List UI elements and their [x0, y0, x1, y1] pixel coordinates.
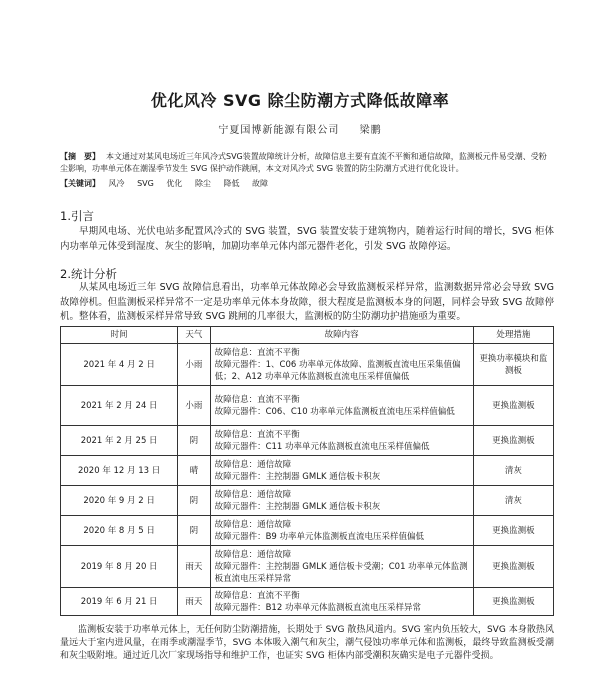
cell-weather: 小雨	[178, 344, 210, 386]
table-row	[61, 386, 554, 426]
section-body-intro: 早期风电场、光伏电站多配置风冷式的 SVG 装置，SVG 装置安装于建筑物内，随着运行时间的增长，SVG 柜体内功率单元体受到湿度、灰尘的影响，加剧功率单元体内部元器件老化，引发 SVG 故障停运。	[60, 226, 554, 252]
keyword: SVG	[137, 179, 154, 188]
fault-info: 故障信息：通信故障	[214, 489, 292, 500]
fault-parts: 故障元器件：1、C06 功率单元体故障、监测板直流电压采集值偏低；2、A12 功率单元体监测板直流电压采样值偏低	[214, 359, 461, 382]
table-row	[61, 516, 554, 546]
cell-content	[210, 386, 473, 426]
keyword: 除尘	[194, 179, 211, 188]
fault-info: 故障信息：通信故障	[214, 519, 292, 530]
cell-weather: 晴	[178, 456, 210, 486]
header-action: 处理措施	[473, 327, 553, 344]
section-body-stats: 从某风电场近三年 SVG 故障信息看出，功率单元体故障必会导致监测板采样异常，监测数据异常必会导致 SVG 故障停机。但监测板采样异常不一定是功率单元体本身故障，很大程度是监测板本身的问题，同样会导致 SVG 故障停机。整体看，监测板采样异常导致 SVG 跳闸的几率很大，监测板的防尘防潮功护措施亟为重要。	[60, 282, 554, 322]
header-content: 故障内容	[210, 327, 473, 344]
keyword: 故障	[252, 179, 269, 188]
cell-action: 更换监测板	[473, 386, 553, 426]
fault-info: 故障信息：直流不平衡	[214, 347, 300, 358]
table-header-row	[61, 327, 554, 344]
cell-weather: 阴	[178, 516, 210, 546]
abstract-label: 【摘 要】	[60, 152, 100, 161]
cell-date: 2021 年 2 月 25 日	[61, 426, 178, 456]
fault-parts: 故障元器件：主控制器 GMLK 通信板卡积灰	[214, 471, 381, 482]
cell-content	[210, 344, 473, 386]
header-weather: 天气	[178, 327, 210, 344]
cell-content	[210, 546, 473, 588]
table-row	[61, 426, 554, 456]
cell-action: 更换监测板	[473, 516, 553, 546]
cell-weather: 小雨	[178, 386, 210, 426]
cell-action: 更换监测板	[473, 546, 553, 588]
keywords-label: 【关键词】	[60, 179, 100, 188]
closing-paragraph: 监测板安装于功率单元体上，无任何防尘防潮措施，长期处于 SVG 散热风道内。SVG 室内负压较大，SVG 本身散热风量远大于室内进风量，在雨季或潮湿季节，SVG 本体吸入潮气和灰尘，潮气侵蚀功率单元体和监测板，最终导致监测板受潮和灰尘吸附堆。通过近几次厂家现场指导和维护工作，也证实 SVG 柜体内部受潮积灰确实是电子元器件受损。	[60, 625, 554, 661]
cell-date: 2020 年 12 月 13 日	[61, 456, 178, 486]
cell-action: 清灰	[473, 456, 553, 486]
keyword: 优化	[166, 179, 183, 188]
author-name: 梁鹏	[359, 125, 382, 136]
cell-date: 2019 年 8 月 20 日	[61, 546, 178, 588]
fault-parts: 故障元器件：C11 功率单元体监测板直流电压采样值偏低	[214, 441, 430, 452]
author-org: 宁夏国博新能源有限公司	[218, 125, 340, 136]
cell-weather: 阴	[178, 426, 210, 456]
cell-date: 2020 年 8 月 5 日	[61, 516, 178, 546]
table-row	[61, 344, 554, 386]
fault-parts: 故障元器件：B12 功率单元体监测板直流电压采样异常	[214, 602, 421, 613]
abstract	[60, 151, 554, 175]
table-row	[61, 486, 554, 516]
keyword: 降低	[223, 179, 240, 188]
cell-action: 更换功率模块和监测板	[473, 344, 553, 386]
fault-parts: 故障元器件：主控制器 GMLK 通信板卡受潮；C01 功率单元体监测板直流电压采样异常	[214, 561, 468, 584]
fault-info: 故障信息：通信故障	[214, 549, 292, 560]
keywords	[60, 178, 554, 189]
cell-content	[210, 426, 473, 456]
fault-info: 故障信息：通信故障	[214, 459, 292, 470]
keyword: 风冷	[108, 179, 125, 188]
fault-parts: 故障元器件：主控制器 GMLK 通信板卡积灰	[214, 501, 381, 512]
cell-weather: 雨天	[178, 546, 210, 588]
fault-table	[60, 326, 554, 616]
fault-info: 故障信息：直流不平衡	[214, 394, 300, 405]
cell-content	[210, 588, 473, 616]
cell-date: 2020 年 9 月 2 日	[61, 486, 178, 516]
section-heading-stats: 2.统计分析	[60, 267, 117, 281]
cell-date: 2021 年 4 月 2 日	[61, 344, 178, 386]
table-row	[61, 456, 554, 486]
cell-content	[210, 456, 473, 486]
header-time: 时间	[61, 327, 178, 344]
cell-weather: 阴	[178, 486, 210, 516]
cell-action: 清灰	[473, 486, 553, 516]
cell-action: 更换监测板	[473, 588, 553, 616]
paper-title: 优化风冷 SVG 除尘防潮方式降低故障率	[150, 91, 450, 110]
fault-parts: 故障元器件：B9 功率单元体监测板直流电压采样值偏低	[214, 531, 425, 542]
cell-content	[210, 486, 473, 516]
abstract-text: 本文通过对某风电场近三年风冷式SVG装置故障统计分析，故障信息主要有直流不平衡和通信故障，监测板元件易受潮、受粉尘影响，功率单元体在潮湿季节发生 SVG 保护动作跳闸，本文对风冷式 SVG 装置的防尘防潮方式进行优化设计。	[60, 152, 547, 173]
fault-parts: 故障元器件：C06、C10 功率单元体监测板直流电压采样值偏低	[214, 406, 455, 417]
table-row	[61, 588, 554, 616]
cell-weather: 雨天	[178, 588, 210, 616]
cell-date: 2021 年 2 月 24 日	[61, 386, 178, 426]
table-row	[61, 546, 554, 588]
cell-action: 更换监测板	[473, 426, 553, 456]
byline	[0, 121, 600, 136]
fault-info: 故障信息：直流不平衡	[214, 590, 300, 601]
cell-date: 2019 年 6 月 21 日	[61, 588, 178, 616]
section-heading-intro: 1.引言	[60, 209, 94, 223]
cell-content	[210, 516, 473, 546]
fault-info: 故障信息：直流不平衡	[214, 429, 300, 440]
